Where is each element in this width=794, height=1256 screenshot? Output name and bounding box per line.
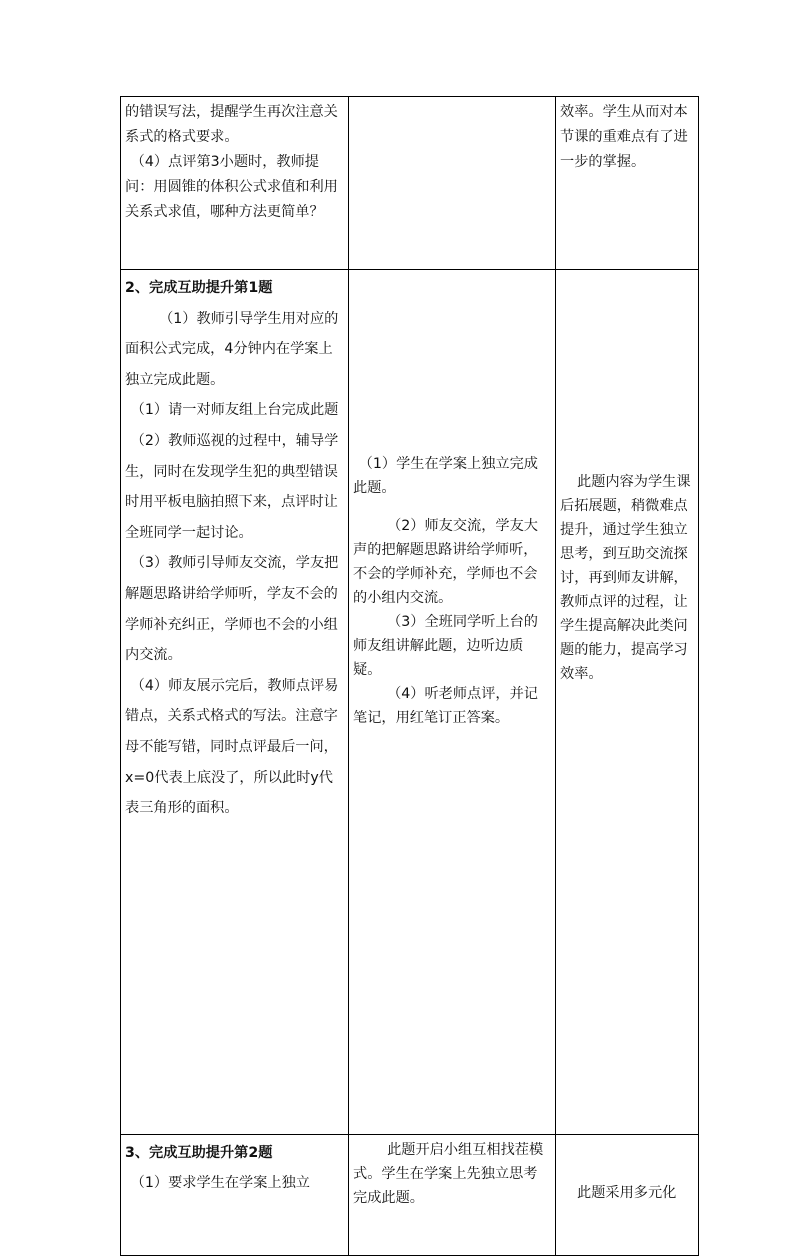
table-row	[121, 97, 699, 270]
section-heading: 2、完成互助提升第1题	[125, 280, 273, 296]
teacher-text: （1）请一对师友组上台完成此题	[130, 402, 339, 419]
intent-text: 效率。学生从而对本节课的重难点有了进一步的掌握。	[560, 104, 688, 170]
teacher-text: （4）点评第3小题时，教师提问：用圆锥的体积公式求值和利用关系式求值，哪种方法更简单？	[125, 154, 338, 220]
lesson-plan-table	[120, 96, 699, 1256]
student-text: （1）学生在学案上独立完成此题。	[353, 456, 538, 496]
teacher-activity-cell	[121, 270, 349, 1135]
teacher-activity-cell	[121, 97, 349, 270]
teacher-text: （3）教师引导师友交流，学友把解题思路讲给学师听，学友不会的学师补充纠正，学师也不会的小组内交流。	[125, 555, 339, 664]
design-intent-cell	[556, 97, 699, 270]
intent-text: 此题采用多元化	[577, 1185, 677, 1201]
teacher-text: （1）教师引导学生用对应的面积公式完成，4分钟内在学案上独立完成此题。	[125, 310, 339, 388]
table-row	[121, 270, 699, 1135]
table-row	[121, 1135, 699, 1256]
student-text: （4）听老师点评，并记笔记，用红笔订正答案。	[353, 686, 538, 726]
design-intent-cell	[556, 270, 699, 1135]
teacher-text: （4）师友展示完后，教师点评易错点，关系式格式的写法。注意字母不能写错，同时点评最后一问，x=0代表上底没了，所以此时y代表三角形的面积。	[125, 677, 339, 817]
student-activity-cell	[349, 270, 556, 1135]
teacher-text: （2）教师巡视的过程中，辅导学生，同时在发现学生犯的典型错误时用平板电脑拍照下来，点评时让全班同学一起讨论。	[125, 432, 339, 541]
teacher-text: 的错误写法，提醒学生再次注意关系式的格式要求。	[125, 104, 338, 145]
student-text: 此题开启小组互相找茬模式。学生在学案上先独立思考完成此题。	[353, 1142, 544, 1206]
section-heading: 3、完成互助提升第2题	[125, 1145, 273, 1161]
teacher-text: （1）要求学生在学案上独立	[130, 1175, 310, 1191]
student-activity-cell	[349, 97, 556, 270]
design-intent-cell	[556, 1135, 699, 1256]
student-text: （3）全班同学听上台的师友组讲解此题，边听边质疑。	[353, 614, 538, 678]
intent-text: 此题内容为学生课后拓展题，稍微难点提升，通过学生独立思考，到互助交流探讨，再到师友讲解，教师点评的过程，让学生提高解决此类问题的能力，提高学习效率。	[560, 474, 691, 682]
teacher-activity-cell	[121, 1135, 349, 1256]
student-activity-cell	[349, 1135, 556, 1256]
student-text: （2）师友交流，学友大声的把解题思路讲给学师听，不会的学师补充，学师也不会的小组内交流。	[353, 518, 538, 606]
